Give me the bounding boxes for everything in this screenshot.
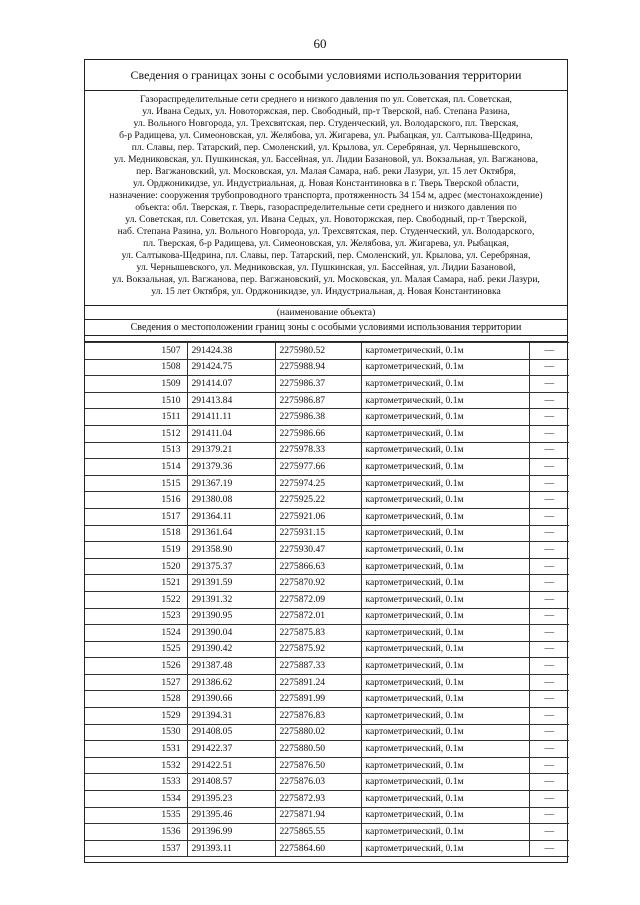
point-number: 1530 [85,724,187,741]
description-cell: — [529,658,569,675]
description-line: ул. Ивана Седых, ул. Новоторжская, пер. Свободный, пр-т Тверской, наб. Степана Разина, [142,106,510,117]
coord-x: 291413.84 [187,392,275,409]
description-line: ул. 15 лет Октября, ул. Орджоникидзе, ул. Индустриальная, д. Новая Константиновка [151,286,501,297]
description-line: ул. Вокзальная, ул. Вагжанова, пер. Вагжановский, ул. Московская, ул. Малая Самара, наб. реки Лазури, [112,274,540,285]
description-cell: — [529,409,569,426]
method-accuracy: картометрический, 0.1м [361,625,529,642]
table-row [85,791,569,808]
coord-x: 291390.04 [187,625,275,642]
coord-x: 291391.32 [187,591,275,608]
point-number: 1517 [85,508,187,525]
description-cell: — [529,392,569,409]
table-row [85,591,569,608]
coord-y: 2275891.24 [275,674,361,691]
table-row [85,674,569,691]
description-line: пер. Вагжановский, ул. Московская, ул. Малая Самара, наб. реки Лазури, ул. 15 лет Октября, [136,166,516,177]
point-number: 1523 [85,608,187,625]
method-accuracy: картометрический, 0.1м [361,409,529,426]
table-row [85,608,569,625]
method-accuracy: картометрический, 0.1м [361,492,529,509]
coord-x: 291390.42 [187,641,275,658]
coord-y: 2275872.93 [275,791,361,808]
coord-x: 291375.37 [187,558,275,575]
section-label: Сведения о местоположении границ зоны с особыми условиями использования территории [85,320,567,336]
coord-x: 291358.90 [187,542,275,559]
point-number: 1524 [85,625,187,642]
table-row [85,359,569,376]
method-accuracy: картометрический, 0.1м [361,376,529,393]
description-cell: — [529,591,569,608]
coord-x: 291387.48 [187,658,275,675]
description-cell: — [529,475,569,492]
description-line: объекта: обл. Тверская, г. Тверь, газораспределительные сети среднего и низкого давления по [135,202,517,213]
description-cell: — [529,724,569,741]
point-number: 1515 [85,475,187,492]
coord-y: 2275876.50 [275,757,361,774]
method-accuracy: картометрический, 0.1м [361,824,529,841]
description-line: ул. Чернышевского, ул. Медниковская, ул. Пушкинская, ул. Бассейная, ул. Лидии Базановой, [136,262,516,273]
description-cell: — [529,791,569,808]
coord-x: 291364.11 [187,508,275,525]
method-accuracy: картометрический, 0.1м [361,442,529,459]
coord-y: 2275986.37 [275,376,361,393]
coord-x: 291390.66 [187,691,275,708]
coord-x: 291393.11 [187,840,275,857]
method-accuracy: картометрический, 0.1м [361,674,529,691]
method-accuracy: картометрический, 0.1м [361,708,529,725]
description-cell: — [529,508,569,525]
coord-y: 2275980.52 [275,343,361,360]
point-number: 1528 [85,691,187,708]
point-number: 1516 [85,492,187,509]
coord-y: 2275891.99 [275,691,361,708]
point-number: 1536 [85,824,187,841]
description-cell: — [529,691,569,708]
method-accuracy: картометрический, 0.1м [361,840,529,857]
method-accuracy: картометрический, 0.1м [361,508,529,525]
description-cell: — [529,708,569,725]
description-cell: — [529,359,569,376]
table-row [85,508,569,525]
coord-y: 2275872.09 [275,591,361,608]
method-accuracy: картометрический, 0.1м [361,425,529,442]
coord-y: 2275875.83 [275,625,361,642]
description-cell: — [529,641,569,658]
coord-y: 2275864.60 [275,840,361,857]
method-accuracy: картометрический, 0.1м [361,791,529,808]
description-cell: — [529,674,569,691]
description-cell: — [529,575,569,592]
coord-y: 2275880.02 [275,724,361,741]
coord-x: 291380.08 [187,492,275,509]
coord-y: 2275872.01 [275,608,361,625]
coord-x: 291395.46 [187,807,275,824]
description-line: ул. Советская, пл. Советская, ул. Ивана Седых, ул. Новоторжская, пер. Свободный, пр-т Тверской, [125,214,527,225]
coord-y: 2275986.38 [275,409,361,426]
description-cell: — [529,807,569,824]
point-number: 1511 [85,409,187,426]
coord-x: 291411.11 [187,409,275,426]
point-number: 1526 [85,658,187,675]
coord-y: 2275880.50 [275,741,361,758]
coord-y: 2275871.94 [275,807,361,824]
point-number: 1535 [85,807,187,824]
table-row [85,807,569,824]
table-row [85,459,569,476]
description-line: б-р Радищева, ул. Симеоновская, ул. Желябова, ул. Жигарева, ул. Рыбацкая, ул. Салтыкова-Щедрина, [119,130,533,141]
description-line: Газораспределительные сети среднего и низкого давления по ул. Советская, пл. Советская, [140,94,512,105]
table-row [85,525,569,542]
coordinates-table [85,342,569,857]
table-row [85,641,569,658]
method-accuracy: картометрический, 0.1м [361,542,529,559]
table-row [85,691,569,708]
coord-y: 2275977.66 [275,459,361,476]
method-accuracy: картометрический, 0.1м [361,608,529,625]
point-number: 1520 [85,558,187,575]
table-row [85,741,569,758]
method-accuracy: картометрический, 0.1м [361,359,529,376]
point-number: 1518 [85,525,187,542]
table-row [85,542,569,559]
table-row [85,343,569,360]
method-accuracy: картометрический, 0.1м [361,343,529,360]
description-cell: — [529,741,569,758]
point-number: 1531 [85,741,187,758]
coord-x: 291391.59 [187,575,275,592]
coord-x: 291394.31 [187,708,275,725]
table-row [85,475,569,492]
coord-y: 2275887.33 [275,658,361,675]
description-cell: — [529,824,569,841]
description-cell: — [529,343,569,360]
coord-x: 291386.62 [187,674,275,691]
coord-x: 291395.23 [187,791,275,808]
point-number: 1521 [85,575,187,592]
table-row [85,724,569,741]
method-accuracy: картометрический, 0.1м [361,558,529,575]
description-line: назначение: сооружения трубопроводного транспорта, протяженность 34 154 м, адрес (местонахождение) [109,190,543,201]
point-number: 1519 [85,542,187,559]
coord-y: 2275875.92 [275,641,361,658]
coord-y: 2275974.25 [275,475,361,492]
description-cell: — [529,459,569,476]
description-cell: — [529,608,569,625]
description-cell: — [529,757,569,774]
coord-y: 2275930.47 [275,542,361,559]
coord-x: 291361.64 [187,525,275,542]
coord-x: 291411.04 [187,425,275,442]
description-cell: — [529,840,569,857]
method-accuracy: картометрический, 0.1м [361,691,529,708]
description-line: пл. Тверская, б-р Радищева, ул. Симеоновская, ул. Желябова, ул. Жигарева, ул. Рыбацкая, [143,238,509,249]
coord-x: 291422.51 [187,757,275,774]
coord-x: 291379.21 [187,442,275,459]
table-row [85,575,569,592]
coord-x: 291408.57 [187,774,275,791]
description-line: ул. Орджоникидзе, ул. Индустриальная, д. Новая Константиновка в г. Тверь Тверской области, [133,178,519,189]
table-row [85,376,569,393]
coord-y: 2275978.33 [275,442,361,459]
method-accuracy: картометрический, 0.1м [361,741,529,758]
coord-y: 2275986.87 [275,392,361,409]
coord-x: 291379.36 [187,459,275,476]
method-accuracy: картометрический, 0.1м [361,392,529,409]
description-line: наб. Степана Разина, ул. Вольного Новгорода, ул. Трехсвятская, пер. Студенческий, ул. Володарского, [117,226,535,237]
method-accuracy: картометрический, 0.1м [361,724,529,741]
table-row [85,558,569,575]
coord-y: 2275931.15 [275,525,361,542]
coord-y: 2275921.06 [275,508,361,525]
description-cell: — [529,425,569,442]
table-row [85,409,569,426]
table-row [85,824,569,841]
coord-y: 2275925.22 [275,492,361,509]
point-number: 1512 [85,425,187,442]
coord-x: 291367.19 [187,475,275,492]
method-accuracy: картометрический, 0.1м [361,807,529,824]
point-number: 1527 [85,674,187,691]
coord-x: 291414.07 [187,376,275,393]
table-row [85,658,569,675]
point-number: 1533 [85,774,187,791]
description-cell: — [529,774,569,791]
document-title: Сведения о границах зоны с особыми условиями использования территории [85,60,567,91]
object-description [85,91,567,305]
method-accuracy: картометрический, 0.1м [361,459,529,476]
coord-x: 291396.99 [187,824,275,841]
description-cell: — [529,525,569,542]
description-cell: — [529,625,569,642]
description-cell: — [529,376,569,393]
method-accuracy: картометрический, 0.1м [361,641,529,658]
table-row [85,774,569,791]
coord-y: 2275876.83 [275,708,361,725]
table-row [85,392,569,409]
method-accuracy: картометрический, 0.1м [361,525,529,542]
coord-y: 2275866.63 [275,558,361,575]
description-cell: — [529,442,569,459]
description-line: ул. Вольного Новгорода, ул. Трехсвятская, пер. Студенческий, ул. Володарского, пл. Тверская, [133,118,519,129]
coord-x: 291390.95 [187,608,275,625]
method-accuracy: картометрический, 0.1м [361,575,529,592]
point-number: 1522 [85,591,187,608]
table-row [85,425,569,442]
point-number: 1537 [85,840,187,857]
method-accuracy: картометрический, 0.1м [361,475,529,492]
coord-x: 291408.05 [187,724,275,741]
point-number: 1513 [85,442,187,459]
table-row [85,757,569,774]
page-number: 60 [313,36,327,51]
point-number: 1514 [85,459,187,476]
table-row [85,708,569,725]
coord-x: 291422.37 [187,741,275,758]
point-number: 1532 [85,757,187,774]
point-number: 1529 [85,708,187,725]
method-accuracy: картометрический, 0.1м [361,757,529,774]
method-accuracy: картометрический, 0.1м [361,591,529,608]
description-line: ул. Салтыкова-Щедрина, пл. Славы, пер. Татарский, пер. Смоленский, ул. Крылова, ул. Серебряная, [121,250,531,261]
point-number: 1510 [85,392,187,409]
description-cell: — [529,492,569,509]
description-cell: — [529,542,569,559]
method-accuracy: картометрический, 0.1м [361,658,529,675]
document-frame [84,59,568,863]
description-line: ул. Медниковская, ул. Пушкинская, ул. Бассейная, ул. Лидии Базановой, ул. Вокзальная, ул. Вагжанова, [113,154,539,165]
table-row [85,625,569,642]
method-accuracy: картометрический, 0.1м [361,774,529,791]
coord-y: 2275986.66 [275,425,361,442]
table-row [85,492,569,509]
coord-y: 2275988.94 [275,359,361,376]
coord-y: 2275870.92 [275,575,361,592]
point-number: 1507 [85,343,187,360]
table-row [85,442,569,459]
coord-x: 291424.38 [187,343,275,360]
coord-x: 291424.75 [187,359,275,376]
object-name-label: (наименование объекта) [85,305,567,320]
coord-y: 2275865.55 [275,824,361,841]
table-row [85,840,569,857]
description-line: пл. Славы, пер. Татарский, пер. Смоленский, ул. Крылова, ул. Серебряная, ул. Чернышевского, [131,142,521,153]
point-number: 1534 [85,791,187,808]
point-number: 1525 [85,641,187,658]
point-number: 1509 [85,376,187,393]
point-number: 1508 [85,359,187,376]
coord-y: 2275876.03 [275,774,361,791]
description-cell: — [529,558,569,575]
